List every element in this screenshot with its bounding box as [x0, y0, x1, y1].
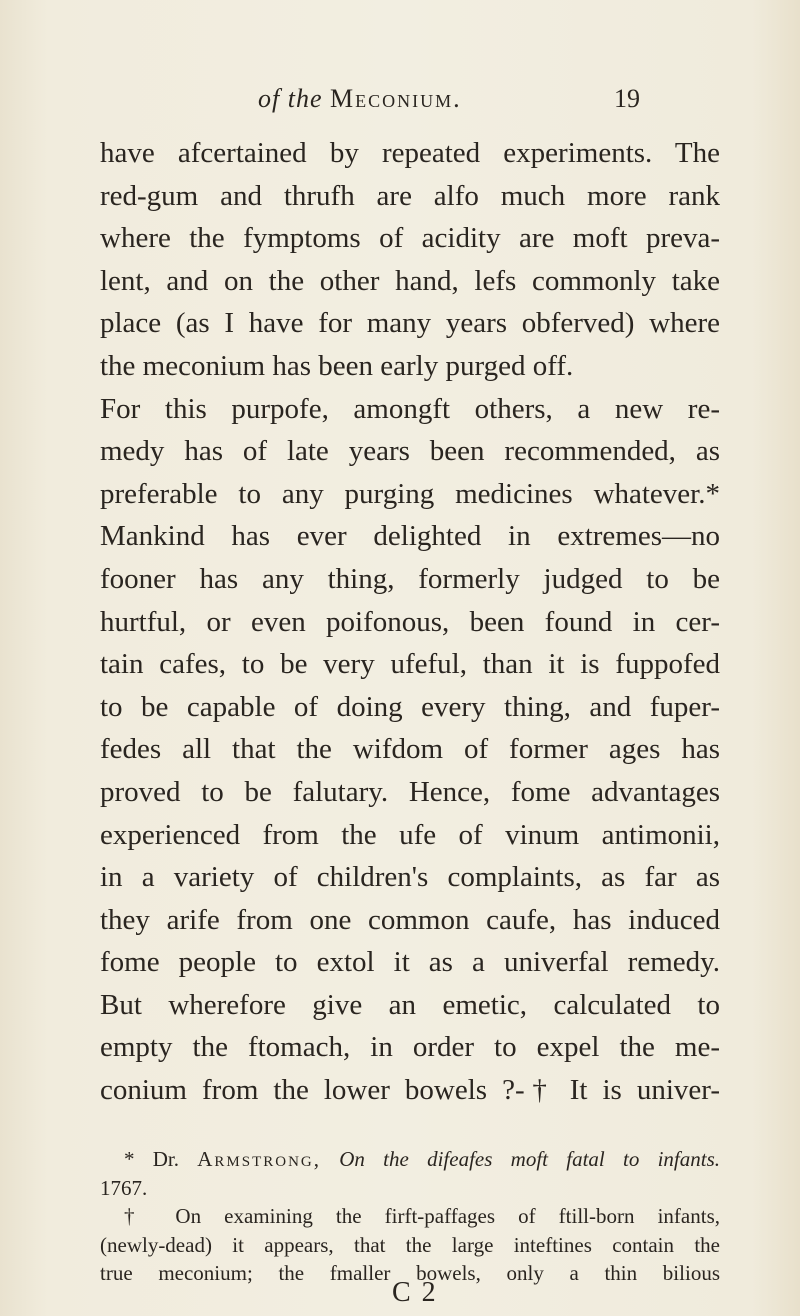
running-head-title: Meconium. [330, 84, 462, 113]
signature-mark: C 2 [392, 1277, 438, 1308]
text-line: lent, and on the other hand, lefs commonly take [100, 264, 720, 297]
text-line: the meconium has been early purged off. [100, 349, 574, 382]
text-line: fome people to extol it as a univerfal remedy. [100, 946, 720, 979]
running-head [258, 84, 462, 114]
footnote-1-marker: * Dr. [124, 1147, 179, 1171]
text-line: place (as I have for many years obferved) where [100, 307, 720, 340]
footnote-1 [100, 1145, 720, 1174]
text-line: experienced from the ufe of vinum antimonii, [100, 818, 720, 851]
text-line: to be capable of doing every thing, and fuper- [100, 690, 720, 723]
text-line: they arife from one common caufe, has induced [100, 903, 720, 936]
text-line: medy has of late years been recommended, as [100, 435, 720, 468]
text-line: proved to be falutary. Hence, fome advantages [100, 775, 720, 808]
footnote-1-title: On the difeafes moft fatal to infants. [339, 1147, 720, 1171]
text-line: red-gum and thrufh are alfo much more rank [100, 179, 720, 212]
footnote-1-author: Armstrong, [197, 1147, 322, 1171]
text-line: where the fymptoms of acidity are moft preva- [100, 222, 720, 255]
text-line: hurtful, or even poifonous, been found in cer- [100, 605, 720, 638]
text-line: in a variety of children's complaints, as far as [100, 861, 720, 894]
footnote-2-line: true meconium; the fmaller bowels, only a thin bilious [100, 1261, 720, 1285]
running-head-prefix: of the [258, 84, 323, 113]
footnotes [100, 1145, 720, 1288]
footnote-1-year: 1767. [100, 1175, 148, 1200]
body-text [100, 132, 720, 1112]
text-line: fooner has any thing, formerly judged to be [100, 562, 720, 595]
text-line: fedes all that the wifdom of former ages has [100, 733, 720, 766]
text-line: Mankind has ever delighted in extremes—no [100, 520, 720, 553]
text-line: But wherefore give an emetic, calculated to [100, 988, 720, 1021]
footnote-2-line: † On examining the firft-paffages of ftill-born infants, [124, 1204, 720, 1228]
text-line: conium from the lower bowels ?-† It is univer- [100, 1074, 720, 1107]
text-line: empty the ftomach, in order to expel the me- [100, 1031, 720, 1064]
text-line: preferable to any purging medicines whatever.* [100, 477, 720, 510]
text-line: For this purpofe, amongft others, a new re- [100, 392, 720, 425]
page-header [0, 84, 800, 120]
page-number: 19 [614, 84, 640, 113]
text-line: tain cafes, to be very ufeful, than it is fuppofed [100, 648, 720, 681]
text-line: have afcertained by repeated experiments. The [100, 137, 720, 169]
footnote-2-line: (newly-dead) it appears, that the large inteftines contain the [100, 1232, 720, 1257]
